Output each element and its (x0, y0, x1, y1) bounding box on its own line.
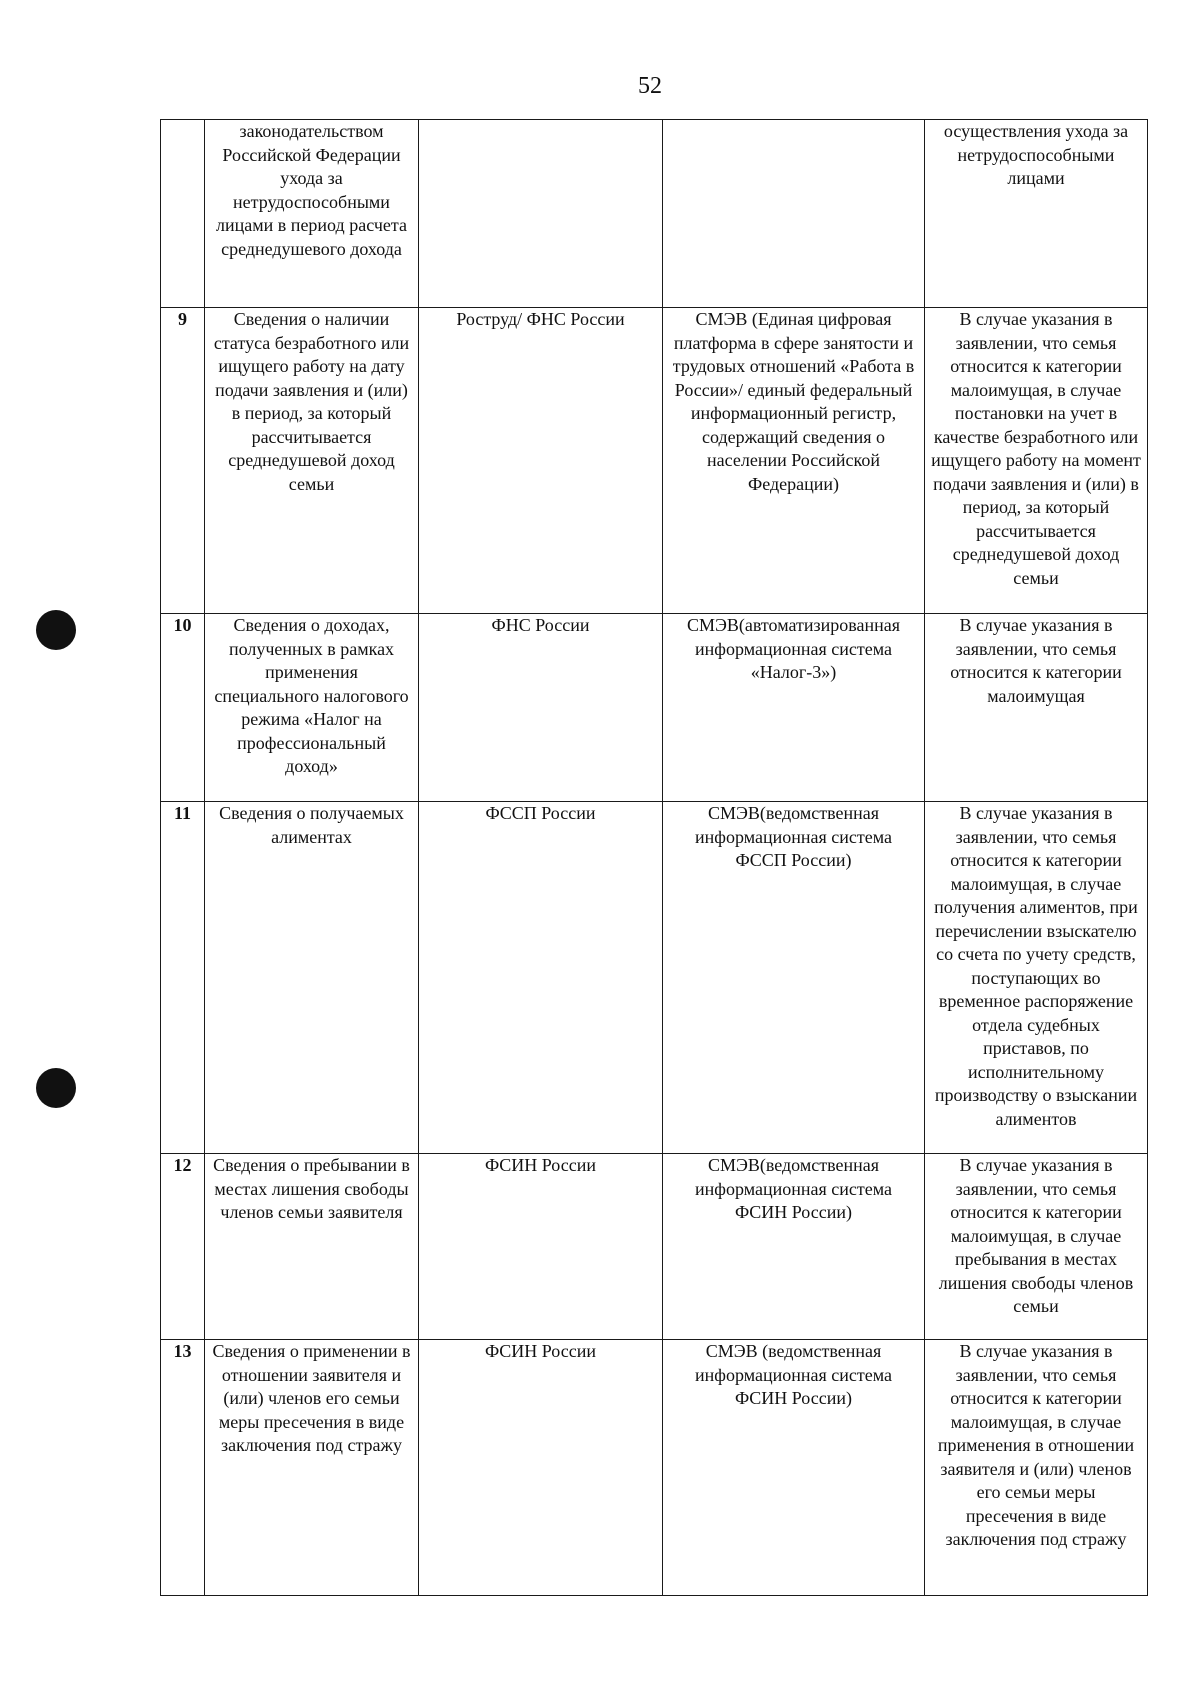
condition-cell (925, 1340, 1148, 1596)
channel-cell (663, 614, 925, 802)
row-number: 12 (173, 1155, 192, 1175)
source-cell (419, 308, 663, 614)
condition-text: В случае указания в заявлении, что семья относится к категории малоимущая (950, 615, 1122, 706)
row-number: 11 (173, 803, 191, 823)
row-number-cell (161, 802, 205, 1154)
source-cell (419, 614, 663, 802)
source-text: Роструд/ ФНС России (456, 309, 625, 329)
punch-hole-bottom (36, 1068, 76, 1108)
row-number-cell (161, 1340, 205, 1596)
info-text: Сведения о наличии статуса безработного или ищущего работу на дату подачи заявления и (или) в период, за который рассчитывается среднедушевой доход семьи (213, 309, 410, 494)
source-cell (419, 120, 663, 308)
condition-text: В случае указания в заявлении, что семья относится к категории малоимущая, в случае пребывания в местах лишения свободы членов семьи (938, 1155, 1134, 1316)
condition-cell (925, 1154, 1148, 1340)
channel-cell (663, 308, 925, 614)
info-text: Сведения о получаемых алиментах (219, 803, 404, 847)
condition-cell (925, 120, 1148, 308)
source-text: ФСИН России (485, 1155, 596, 1175)
condition-text: В случае указания в заявлении, что семья относится к категории малоимущая, в случае постановки на учет в качестве безработного или ищущего работу на момент подачи заявления и (или) в период, за который рассчитывается среднедушевой доход семьи (931, 309, 1141, 588)
source-cell (419, 1340, 663, 1596)
condition-cell (925, 308, 1148, 614)
table-row (161, 308, 1148, 614)
table-row (161, 802, 1148, 1154)
channel-text: СМЭВ(автоматизированная информационная система «Налог-3») (686, 615, 901, 682)
channel-cell (663, 1154, 925, 1340)
source-text: ФСИН России (485, 1341, 596, 1361)
data-sources-table (160, 119, 1148, 1596)
channel-text: СМЭВ(ведомственная информационная система ФСИН России) (695, 1155, 892, 1222)
info-text: законодательством Российской Федерации ухода за нетрудоспособными лицами в период расчета среднедушевого дохода (216, 121, 407, 259)
condition-cell (925, 614, 1148, 802)
info-cell (205, 802, 419, 1154)
info-cell (205, 308, 419, 614)
source-cell (419, 802, 663, 1154)
row-number-cell (161, 308, 205, 614)
channel-text: СМЭВ (Единая цифровая платформа в сфере занятости и трудовых отношений «Работа в России»/ единый федеральный информационный регистр, содержащий сведения о населении Российской Федерации) (672, 309, 915, 494)
table-row (161, 1154, 1148, 1340)
info-cell (205, 120, 419, 308)
info-text: Сведения о применении в отношении заявителя и (или) членов его семьи меры пресечения в виде заключения под стражу (212, 1341, 411, 1455)
info-cell (205, 1340, 419, 1596)
info-text: Сведения о пребывании в местах лишения свободы членов семьи заявителя (213, 1155, 410, 1222)
channel-text: СМЭВ(ведомственная информационная система ФССП России) (695, 803, 892, 870)
punch-hole-top (36, 610, 76, 650)
condition-text: В случае указания в заявлении, что семья относится к категории малоимущая, в случае применения в отношении заявителя и (или) членов его семьи меры пресечения в виде заключения под стражу (937, 1341, 1135, 1549)
row-number-cell (161, 614, 205, 802)
channel-cell (663, 802, 925, 1154)
row-number-cell (161, 1154, 205, 1340)
source-cell (419, 1154, 663, 1340)
row-number: 9 (178, 309, 187, 329)
condition-text: осуществления ухода за нетрудоспособными лицами (943, 121, 1129, 188)
row-number-cell (161, 120, 205, 308)
source-text: ФССП России (485, 803, 596, 823)
condition-cell (925, 802, 1148, 1154)
table-row (161, 120, 1148, 308)
channel-text: СМЭВ (ведомственная информационная система ФСИН России) (695, 1341, 892, 1408)
table-row (161, 1340, 1148, 1596)
table-row (161, 614, 1148, 802)
info-cell (205, 1154, 419, 1340)
condition-text: В случае указания в заявлении, что семья относится к категории малоимущая, в случае получения алиментов, при перечислении взыскателю со счета по учету средств, поступающих во временное распоряжение отдела судебных приставов, по исполнительному производству о взыскании алиментов (934, 803, 1138, 1129)
row-number: 13 (173, 1341, 192, 1361)
channel-cell (663, 120, 925, 308)
channel-cell (663, 1340, 925, 1596)
source-text: ФНС России (491, 615, 590, 635)
page-number: 52 (638, 73, 662, 99)
info-cell (205, 614, 419, 802)
row-number: 10 (173, 615, 192, 635)
info-text: Сведения о доходах, полученных в рамках применения специального налогового режима «Налог на профессиональный доход» (214, 615, 409, 776)
